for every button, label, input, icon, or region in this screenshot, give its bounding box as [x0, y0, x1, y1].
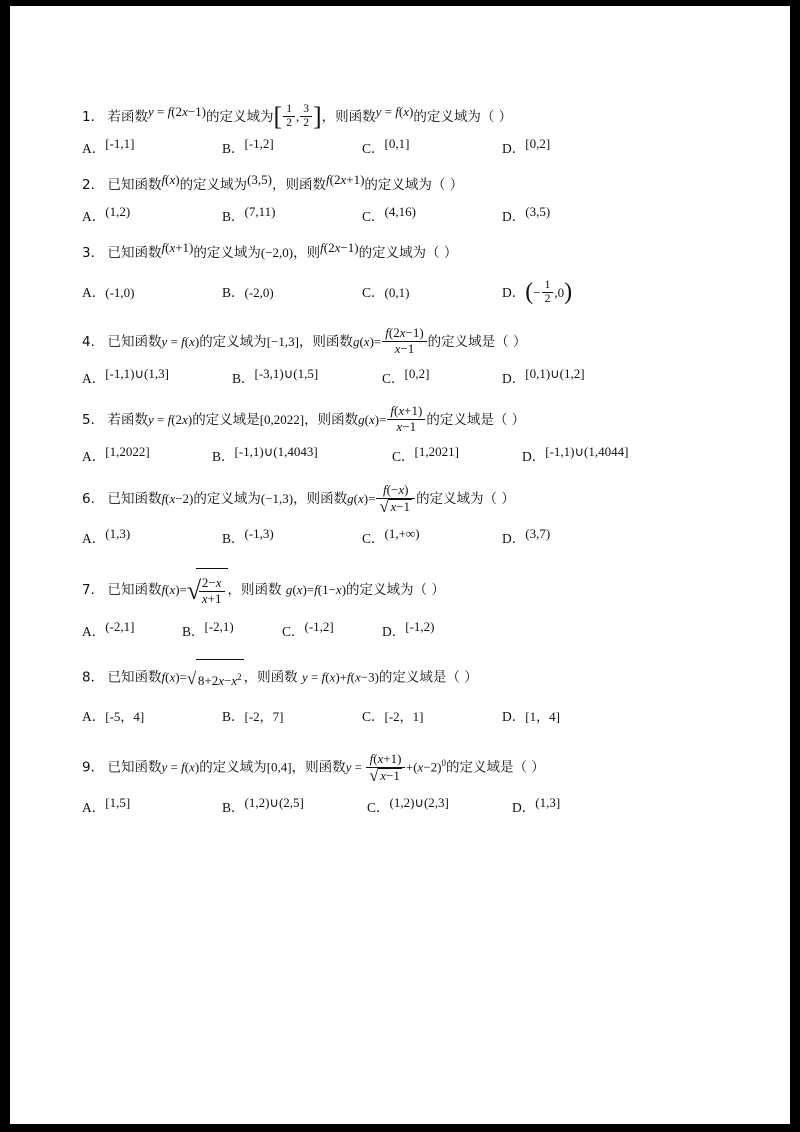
question-9-tail: 的定义域是（ ）: [445, 759, 545, 776]
question-9-option-B[interactable]: B．(1,2)∪(2,5]: [222, 794, 304, 815]
question-9-number: 9．: [82, 759, 105, 776]
question-1-options: [82, 134, 718, 164]
question-5-mid2: ，则函数: [304, 412, 359, 428]
question-8-option-C[interactable]: C．[-2，1]: [362, 709, 424, 725]
question-7-option-C[interactable]: C．(-1,2]: [282, 619, 334, 640]
question-7-tail: 的定义域为（ ）: [346, 582, 445, 598]
question-6-option-C[interactable]: C．(1,+∞): [362, 526, 420, 546]
question-1-mid1: 的定义域为: [206, 109, 274, 125]
question-5-option-C[interactable]: C．[1,2021]: [392, 444, 459, 464]
question-4-option-D[interactable]: D．[0,1)∪(1,2]: [502, 366, 585, 386]
question-3-mid2: ，则: [293, 245, 321, 261]
question-1-tail: 的定义域为（ ）: [413, 109, 513, 125]
question-6-tail: 的定义域为（ ）: [416, 491, 515, 507]
question-3-option-C[interactable]: C．(0,1): [362, 285, 410, 300]
question-4-stem: 4． 已知函数y = f(x)的定义域为[−1,3]，则函数g(x)= $\frac{f(2x-1)}{x-1}$ 的定义域是（ ）: [82, 325, 527, 357]
question-2-options: [82, 202, 718, 232]
question-4-mid1: 的定义域为: [199, 334, 267, 350]
question-7: [82, 568, 718, 649]
question-7-number: 7．: [82, 582, 105, 598]
question-5-tail: 的定义域是（ ）: [426, 412, 526, 428]
question-3-option-D[interactable]: D．(− $\frac{1}{2}$ ,0): [502, 279, 573, 306]
question-2-tail: 的定义域为（ ）: [364, 177, 464, 193]
question-5-option-D[interactable]: D．[-1,1)∪(1,4044]: [522, 444, 629, 464]
question-6-options: [82, 522, 718, 556]
question-9-option-D[interactable]: D．(1,3]: [512, 794, 561, 815]
question-7-stem: 7． 已知函数f(x)= √ $\frac{2-x}{x+1}$ ，则函数 g(x)=f(1−x)的定义域为（ ）: [82, 568, 718, 613]
question-2-mid2: ，则函数: [271, 177, 326, 193]
question-3-mid1: 的定义域为: [193, 245, 261, 261]
question-9-stem: 9． 已知函数y = f(x)的定义域为[0,4]，则函数y = f(x+1) √ x−1 $+(x-2)^0$的定义域是（ ）: [82, 750, 545, 786]
question-6: [82, 478, 718, 556]
question-6-mid1: 的定义域为: [193, 491, 261, 507]
question-8: [82, 659, 718, 734]
question-4-number: 4．: [82, 334, 105, 350]
question-8-number: 8．: [82, 670, 105, 686]
question-6-mid2: ，则函数: [293, 491, 348, 507]
worksheet-content: [82, 102, 718, 831]
question-6-option-B[interactable]: B．(-1,3): [222, 526, 274, 546]
question-2-lead: 已知函数: [107, 177, 162, 193]
question-2-option-A[interactable]: A．(1,2): [82, 204, 131, 224]
question-7-option-B[interactable]: B．[-2,1): [182, 619, 234, 640]
question-4: [82, 322, 718, 394]
question-1-option-A[interactable]: A．[-1,1]: [82, 136, 135, 156]
question-5: [82, 400, 718, 472]
question-5-options: [82, 442, 718, 472]
question-8-tail: 的定义域是（ ）: [378, 670, 478, 686]
page-background: [10, 6, 790, 1124]
question-3-options: [82, 270, 718, 316]
question-2-stem: 2． 已知函数f(x)的定义域为(3,5)，则函数f(2x+1)的定义域为（ ）: [82, 172, 464, 193]
question-5-lead: 若函数: [107, 412, 148, 428]
question-3-number: 3．: [82, 245, 105, 261]
question-2: [82, 170, 718, 232]
question-5-number: 5．: [82, 412, 105, 428]
question-3-option-A[interactable]: A．(-1,0): [82, 285, 135, 300]
question-7-option-D[interactable]: D．[-1,2): [382, 619, 435, 640]
question-4-lead: 已知函数: [107, 334, 162, 350]
question-3: [82, 238, 718, 316]
question-1-stem: 1． 若函数y = f(2x−1)的定义域为[ $\frac{1}{2}$ , $\frac{3}{2}$ ]，则函数y = f(x)的定义域为（ ）: [82, 102, 513, 132]
question-8-lead: 已知函数: [107, 670, 162, 686]
question-4-option-B[interactable]: B．[-3,1)∪(1,5]: [232, 366, 319, 386]
question-4-tail: 的定义域是（ ）: [427, 334, 527, 350]
question-9-options: [82, 791, 718, 825]
question-1-lead: 若函数: [107, 109, 148, 125]
question-3-tail: 的定义域为（ ）: [358, 245, 458, 261]
question-1-option-D[interactable]: D．[0,2]: [502, 136, 551, 156]
question-4-option-A[interactable]: A．[-1,1)∪(1,3]: [82, 366, 169, 386]
question-2-option-C[interactable]: C．(4,16): [362, 204, 416, 224]
question-2-number: 2．: [82, 177, 105, 193]
question-9-lead: 已知函数: [107, 759, 162, 776]
question-1: [82, 102, 718, 164]
question-6-option-D[interactable]: D．(3,7): [502, 526, 551, 546]
question-7-lead: 已知函数: [107, 582, 162, 598]
question-8-option-B[interactable]: B．[-2，7]: [222, 709, 284, 725]
question-4-mid2: ，则函数: [298, 334, 353, 350]
question-1-option-B[interactable]: B．[-1,2]: [222, 136, 274, 156]
question-2-mid1: 的定义域为: [179, 177, 248, 193]
question-5-mid1: 的定义域是: [192, 412, 260, 428]
question-1-mid2: ，则函数: [321, 109, 376, 125]
question-7-options: [82, 615, 718, 649]
question-4-options: [82, 364, 718, 394]
question-5-stem: 5． 若函数y = f(2x)的定义域是[0,2022]，则函数g(x)= $\frac{f(x+1)}{x-1}$ 的定义域是（ ）: [82, 403, 526, 435]
question-3-lead: 已知函数: [107, 245, 162, 261]
question-8-stem: 8． 已知函数f(x)= √ $8+2x-x^2$ ，则函数 y = f(x)+f(x−3)的定义域是（ ）: [82, 659, 718, 698]
question-9: [82, 742, 718, 825]
question-6-lead: 已知函数: [107, 491, 162, 507]
question-8-option-D[interactable]: D．[1，4]: [502, 709, 560, 725]
question-1-option-C[interactable]: C．[0,1]: [362, 136, 410, 156]
question-6-stem: 6． 已知函数f(x−2)的定义域为(−1,3)，则函数g(x)= f(−x) √ x−1 的定义域为（ ）: [82, 481, 515, 517]
question-6-option-A[interactable]: A．(1,3): [82, 526, 131, 546]
question-5-option-B[interactable]: B．[-1,1)∪(1,4043]: [212, 444, 318, 464]
question-9-option-C[interactable]: C．(1,2)∪(2,3]: [367, 794, 449, 815]
question-9-option-A[interactable]: A．[1,5]: [82, 794, 131, 815]
question-8-options: [82, 700, 718, 734]
question-7-option-A[interactable]: A．(-2,1]: [82, 619, 135, 640]
worksheet-sheet: [70, 88, 730, 1034]
question-3-stem: 3． 已知函数f(x+1)的定义域为(−2,0)，则f(2x−1)的定义域为（ ）: [82, 240, 458, 261]
question-2-option-D[interactable]: D．(3,5): [502, 204, 551, 224]
question-9-mid1: 的定义域为: [199, 759, 267, 776]
question-2-option-B[interactable]: B．(7,11): [222, 204, 276, 224]
question-4-option-C[interactable]: C．[0,2]: [382, 366, 430, 386]
question-6-number: 6．: [82, 491, 105, 507]
question-9-mid2: ，则函数: [291, 759, 346, 776]
question-1-number: 1．: [82, 109, 105, 125]
question-3-option-B[interactable]: B．(-2,0): [222, 285, 274, 300]
question-5-option-A[interactable]: A．[1,2022]: [82, 444, 150, 464]
question-8-option-A[interactable]: A．[-5，4]: [82, 709, 145, 725]
